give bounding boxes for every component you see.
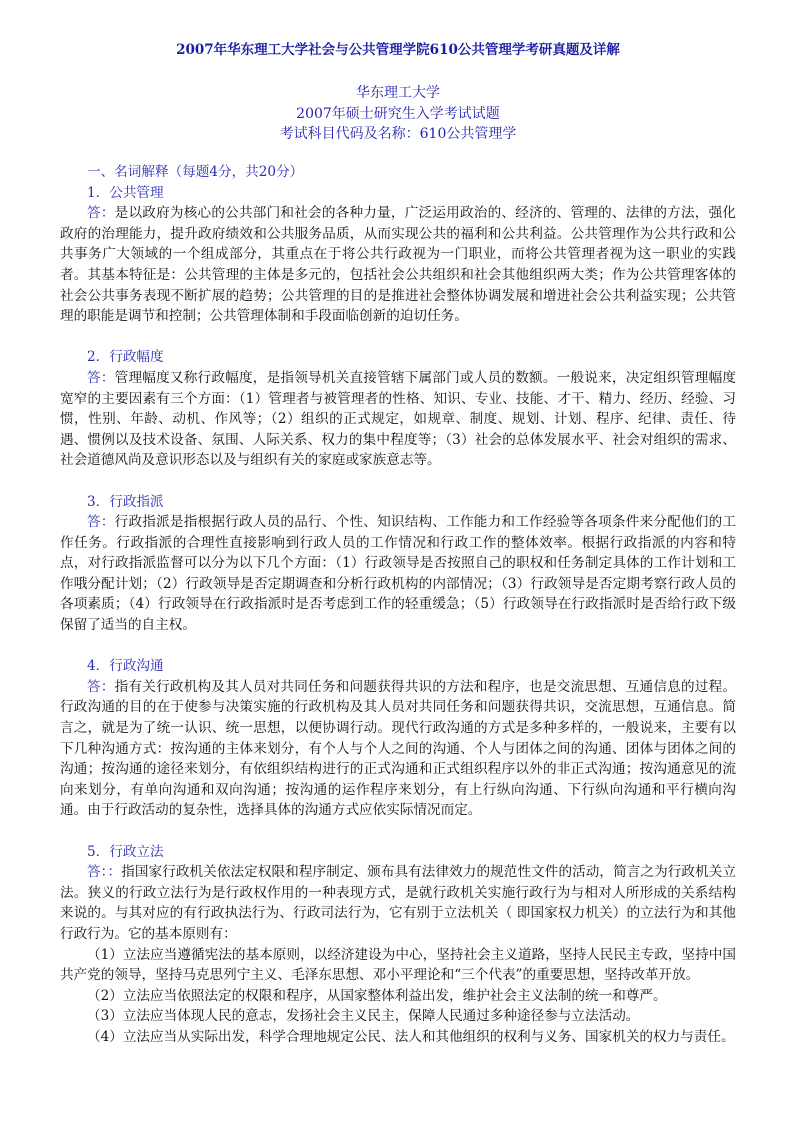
principle-item: （4）立法应当从实际出发，科学合理地规定公民、法人和其他组织的权利与义务、国家机关的权力与责任。 xyxy=(87,1028,735,1045)
question-title: 4．行政沟通 xyxy=(87,658,164,675)
answer-paragraph xyxy=(60,512,736,636)
answer-label: 答： xyxy=(87,205,115,222)
answer-paragraph xyxy=(60,368,736,471)
section-heading: 一、名词解释（每题4分，共20分） xyxy=(87,164,304,180)
answer-paragraph xyxy=(60,862,736,944)
question-title: 1．公共管理 xyxy=(87,184,164,201)
question-5 xyxy=(60,842,736,1048)
spacer xyxy=(60,821,736,842)
spacer xyxy=(60,327,736,348)
answer-label: 答：： xyxy=(87,864,122,881)
question-1 xyxy=(60,183,736,327)
subject-code-name: 考试科目代码及名称：610公共管理学 xyxy=(279,126,517,142)
principle-item: （2）立法应当依照法定的权限和程序，从国家整体利益出发，维护社会主义法制的统一和尊严。 xyxy=(87,987,667,1004)
university-name: 华东理工大学 xyxy=(356,85,440,101)
answer-paragraph xyxy=(60,677,736,821)
spacer xyxy=(60,471,736,492)
answer-text: 管理幅度又称行政幅度，是指领导机关直接管辖下属部门或人员的数额。一般说来，决定组织管理幅度宽窄的主要因素有三个方面：（1）管理者与被管理者的性格、知识、专业、技能、才干、精力、经历、经验、习惯，性别、年龄、动机、作风等；（2）组织的正式规定，如规章、制度、规划、计划、程序、纪律、责任、待遇、惯例以及技术设备、氛围、人际关系、权力的集中程度等；（3）社会的总体发展水平、社会对组织的需求、社会道德风尚及意识形态以及与组织有关的家庭或家族意志等。 xyxy=(60,369,737,469)
answer-paragraph xyxy=(60,203,736,327)
question-2 xyxy=(60,347,736,471)
answer-label: 答： xyxy=(87,369,115,386)
exam-name: 2007年硕士研究生入学考试试题 xyxy=(296,106,500,122)
answer-label: 答： xyxy=(87,678,115,695)
answer-text: 行政指派是指根据行政人员的品行、个性、知识结构、工作能力和工作经验等各项条件来分配他们的工作任务。行政指派的合理性直接影响到行政人员的工作情况和行政工作的整体效率。根据行政指派的内容和特点，对行政指派监督可以分为以下几个方面：（1）行政领导是否按照自己的职权和任务制定具体的工作计划和工作哦分配计划；（2）行政领导是否定期调查和分析行政机构的内部情况；（3）行政领导是否定期考察行政人员的各项素质；（4）行政领导在行政指派时是否考虑到工作的轻重缓急；（5）行政领导在行政指派时是否给行政下级保留了适当的自主权。 xyxy=(60,514,737,634)
question-title: 2．行政幅度 xyxy=(87,349,164,366)
principle-item: （3）立法应当体现人民的意志，发扬社会主义民主，保障人民通过多种途径参与立法活动。 xyxy=(87,1008,640,1025)
spacer xyxy=(60,636,736,657)
answer-label: 答： xyxy=(87,514,115,531)
question-4 xyxy=(60,656,736,821)
document-body xyxy=(60,162,736,1048)
answer-text: 指国家行政机关依法定权限和程序制定、颁布具有法律效力的规范性文件的活动，简言之为行政机关立法。狭义的行政立法行为是行政权作用的一种表现方式，是就行政机关实施行政行为与相对人所形成的关系结构来说的。与其对应的有行政执法行为、行政司法行为，它有别于立法机关（ 即国家权力机关）的立法行为和其他行政行为。它的基本原则有： xyxy=(60,864,737,942)
principle-item: （1）立法应当遵循宪法的基本原则，以经济建设为中心，坚持社会主义道路，坚持人民民主专政，坚持中国共产党的领导，坚持马克思列宁主义、毛泽东思想、邓小平理论和“三个代表”的重要思想，坚持改革开放。 xyxy=(60,946,736,984)
answer-text: 指有关行政机构及其人员对共同任务和问题获得共识的方法和程序，也是交流思想、互通信息的过程。行政沟通的目的在于使参与决策实施的行政机构及其人员对共同任务和问题获得共识，交流思想，互通信息。简言之，就是为了统一认识、统一思想，以便协调行动。现代行政沟通的方式是多种多样的，一般说来，主要有以下几种沟通方式：按沟通的主体来划分，有个人与个人之间的沟通、个人与团体之间的沟通、团体与团体之间的沟通；按沟通的途径来划分，有依组织结构进行的正式沟通和正式组织程序以外的非正式沟通；按沟通意见的流向来划分，有单向沟通和双向沟通；按沟通的运作程序来划分，有上行纵向沟通、下行纵向沟通和平行横向沟通。由于行政活动的复杂性，选择具体的沟通方式应依实际情况而定。 xyxy=(60,678,737,819)
question-title: 3．行政指派 xyxy=(87,493,164,510)
question-3 xyxy=(60,492,736,636)
answer-text: 是以政府为核心的公共部门和社会的各种力量，广泛运用政治的、经济的、管理的、法律的方法，强化政府的治理能力，提升政府绩效和公共服务品质，从而实现公共的福利和公共利益。公共管理作为公共行政和公共事务广大领域的一个组成部分，其重点在于将公共行政视为一门职业，而将公共管理者视为这一职业的实践者。其基本特征是：公共管理的主体是多元的，包括社会公共组织和社会其他组织两大类；作为公共管理客体的社会公共事务表现不断扩展的趋势；公共管理的目的是推进社会整体协调发展和增进社会公共利益实现；公共管理的职能是调节和控制；公共管理体制和手段面临创新的迫切任务。 xyxy=(60,205,737,325)
question-title: 5．行政立法 xyxy=(87,843,164,860)
document-title: 2007年华东理工大学社会与公共管理学院610公共管理学考研真题及详解 xyxy=(176,42,620,58)
